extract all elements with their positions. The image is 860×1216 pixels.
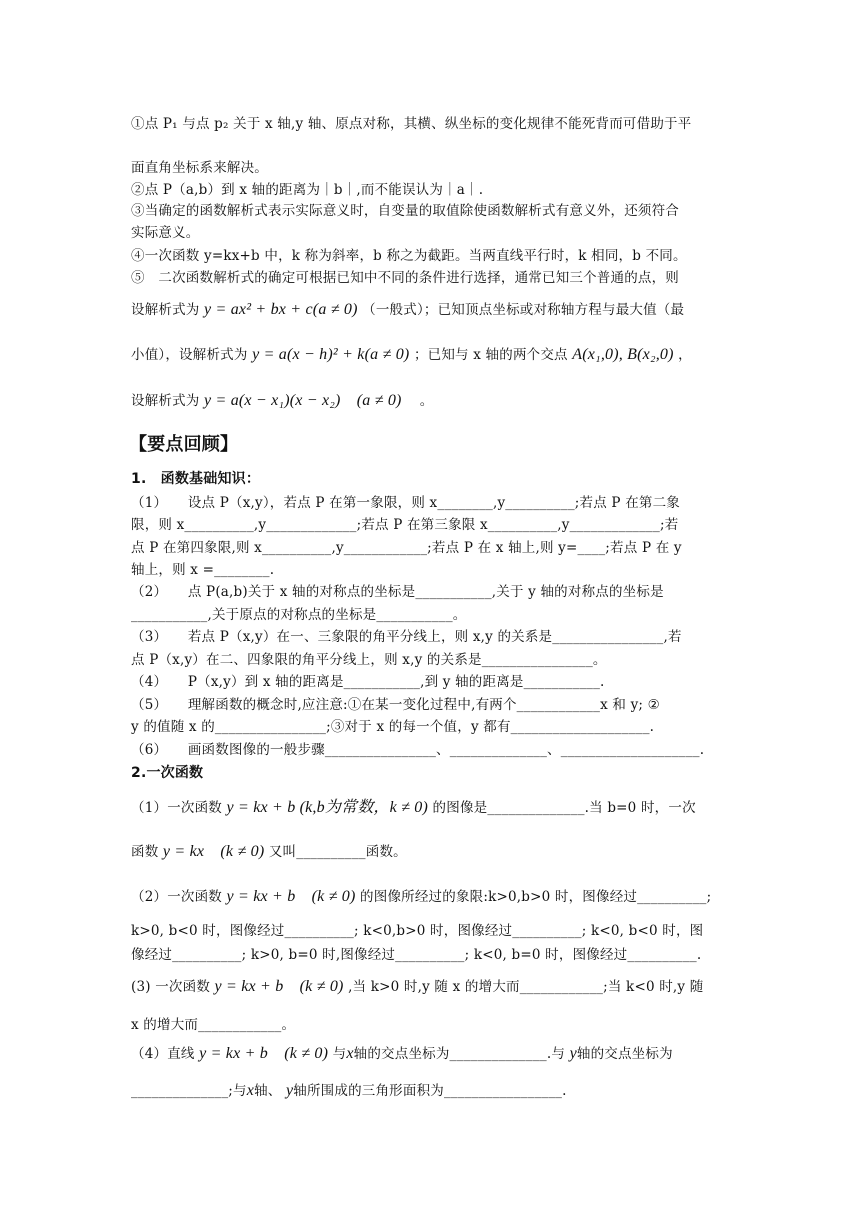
p2-line-7: x 的增大而____________。 (131, 1017, 296, 1033)
p2-text: 函数 (131, 844, 159, 860)
q1-line-3: 点 P 在第四象限,则 x__________,y____________;若点 P 在 x 轴上,则 y=____;若点 P 在 y (131, 540, 682, 556)
note-5-line-3 (131, 343, 731, 364)
p2-text: （2）一次函数 (131, 889, 222, 905)
p2-text: 轴的交点坐标为______________.与 (353, 1046, 566, 1062)
general-form-formula: y = ax² + bx + c(a ≠ 0) (204, 301, 358, 318)
q5-line-2: y 的值随 x 的________________;③对于 x 的每一个值，y 都有____________________. (131, 719, 655, 735)
note-5-text: ， (678, 347, 692, 363)
note-2: ②点 P（a,b）到 x 轴的距离为｜b｜,而不能误认为｜a｜. (131, 182, 484, 198)
p2-line-6 (131, 973, 731, 996)
p2-text: （4）直线 (131, 1046, 195, 1062)
note-5-line-1: ⑤ 二次函数解析式的确定可根据已知中不同的条件进行选择，通常已知三个普通的点，则 (131, 270, 679, 286)
proportional-function-formula: y = kx (k ≠ 0) (162, 843, 265, 860)
intercept-form-formula: y = a(x − x₁)(x − x₂) (a ≠ 0) (204, 392, 402, 409)
intercept-points-formula: A(x₁,0), B(x₂,0) (572, 346, 674, 363)
note-1-line-1: ①点 P₁ 与点 p₂ 关于 x 轴,y 轴、原点对称，其横、纵坐标的变化规律不能死背而可借助于平 (131, 116, 692, 132)
y-variable: y (285, 1082, 294, 1099)
p2-text: ______________;与 (131, 1083, 247, 1099)
note-1-line-2: 面直角坐标系来解决。 (131, 160, 268, 176)
p2-line-2 (131, 838, 731, 861)
p2-text: 与 (332, 1046, 347, 1062)
note-3-line-1: ③当确定的函数解析式表示实际意义时，自变量的取值除使函数解析式有意义外，还须符合 (131, 203, 679, 219)
x-variable: x (346, 1045, 354, 1062)
note-5-text: 小值），设解析式为 (131, 347, 248, 363)
section-title: 【要点回顾】 (129, 434, 239, 455)
q3-line-1: （3） 若点 P（x,y）在一、三象限的角平分线上，则 x,y 的关系是________________,若 (131, 629, 682, 645)
p2-text: （1）一次函数 (131, 800, 222, 816)
q2-line-2: ___________,关于原点的对称点的坐标是___________。 (131, 607, 467, 623)
q2-line-1: （2） 点 P(a,b)关于 x 轴的对称点的坐标是___________,关于 y 轴的对称点的坐标是 (131, 584, 664, 600)
q3-line-2: 点 P（x,y）在二、四象限的角平分线上，则 x,y 的关系是________________。 (131, 652, 607, 668)
vertex-form-formula: y = a(x − h)² + k(a ≠ 0) (252, 346, 410, 363)
note-5-text: 。 (406, 393, 434, 409)
linear-function-formula: y = kx + b (k ≠ 0) (214, 978, 344, 995)
line-formula: y = kx + b (k ≠ 0) (199, 1045, 329, 1062)
x-variable: x (246, 1082, 255, 1099)
p2-text: 又叫__________函数。 (268, 844, 407, 860)
q1-line-2: 限，则 x__________,y_____________;若点 P 在第三象限 x__________,y_____________;若 (131, 517, 679, 533)
p2-text: ,当 k>0 时,y 随 x 的增大而____________;当 k<0 时,y 随 (348, 979, 704, 995)
p2-text: 轴所围成的三角形面积为_________________. (293, 1083, 567, 1099)
p2-text: 轴的交点坐标为 (576, 1046, 673, 1062)
p2-line-8 (131, 1040, 731, 1063)
note-5-line-2 (131, 298, 731, 319)
p2-text: 轴、 (254, 1083, 282, 1099)
p2-line-3 (131, 883, 731, 906)
q1-line-1: （1） 设点 P（x,y），若点 P 在第一象限，则 x________,y__________;若点 P 在第二象 (131, 495, 680, 511)
p2-line-5: 像经过__________; k>0, b=0 时,图像经过__________; k<0, b=0 时，图像经过__________. (131, 947, 702, 963)
part-2-heading: 2.一次函数 (131, 765, 204, 781)
linear-function-formula: y = kx + b (k ≠ 0) (226, 888, 356, 905)
note-4: ④一次函数 y=kx+b 中，k 称为斜率，b 称之为截距。当两直线平行时，k 相同，b 不同。 (131, 248, 687, 264)
y-variable: y (569, 1045, 577, 1062)
note-5-line-4 (131, 387, 731, 410)
p2-text: 的图像是______________.当 b=0 时，一次 (432, 800, 696, 816)
note-3-line-2: 实际意义。 (131, 225, 200, 241)
p2-line-4: k>0, b<0 时，图像经过__________; k<0,b>0 时，图像经过__________; k<0, b<0 时，图 (131, 923, 704, 939)
p2-text: 的图像所经过的象限:k>0,b>0 时，图像经过__________; (360, 889, 712, 905)
p2-line-9 (131, 1079, 731, 1100)
part-1-heading: 1. 函数基础知识： (131, 471, 261, 487)
p2-line-1 (131, 794, 731, 817)
q6: （6） 画函数图像的一般步骤________________、______________、____________________. (131, 742, 705, 758)
p2-text: (3) 一次函数 (131, 979, 211, 995)
q1-line-4: 轴上，则 x =________. (131, 562, 275, 578)
note-5-text: ；已知与 x 轴的两个交点 (413, 347, 568, 363)
q5-line-1: （5） 理解函数的概念时,应注意:①在某一变化过程中,有两个____________x 和 y; ② (131, 697, 660, 713)
note-5-text: （一般式）；已知顶点坐标或对称轴方程与最大值（最 (362, 302, 685, 318)
q4: （4） P（x,y）到 x 轴的距离是___________,到 y 轴的距离是___________. (131, 674, 605, 690)
note-5-text: 设解析式为 (131, 393, 200, 409)
linear-function-formula: y = kx + b (k,b为常数，k ≠ 0) (226, 799, 429, 816)
note-5-text: 设解析式为 (131, 302, 200, 318)
